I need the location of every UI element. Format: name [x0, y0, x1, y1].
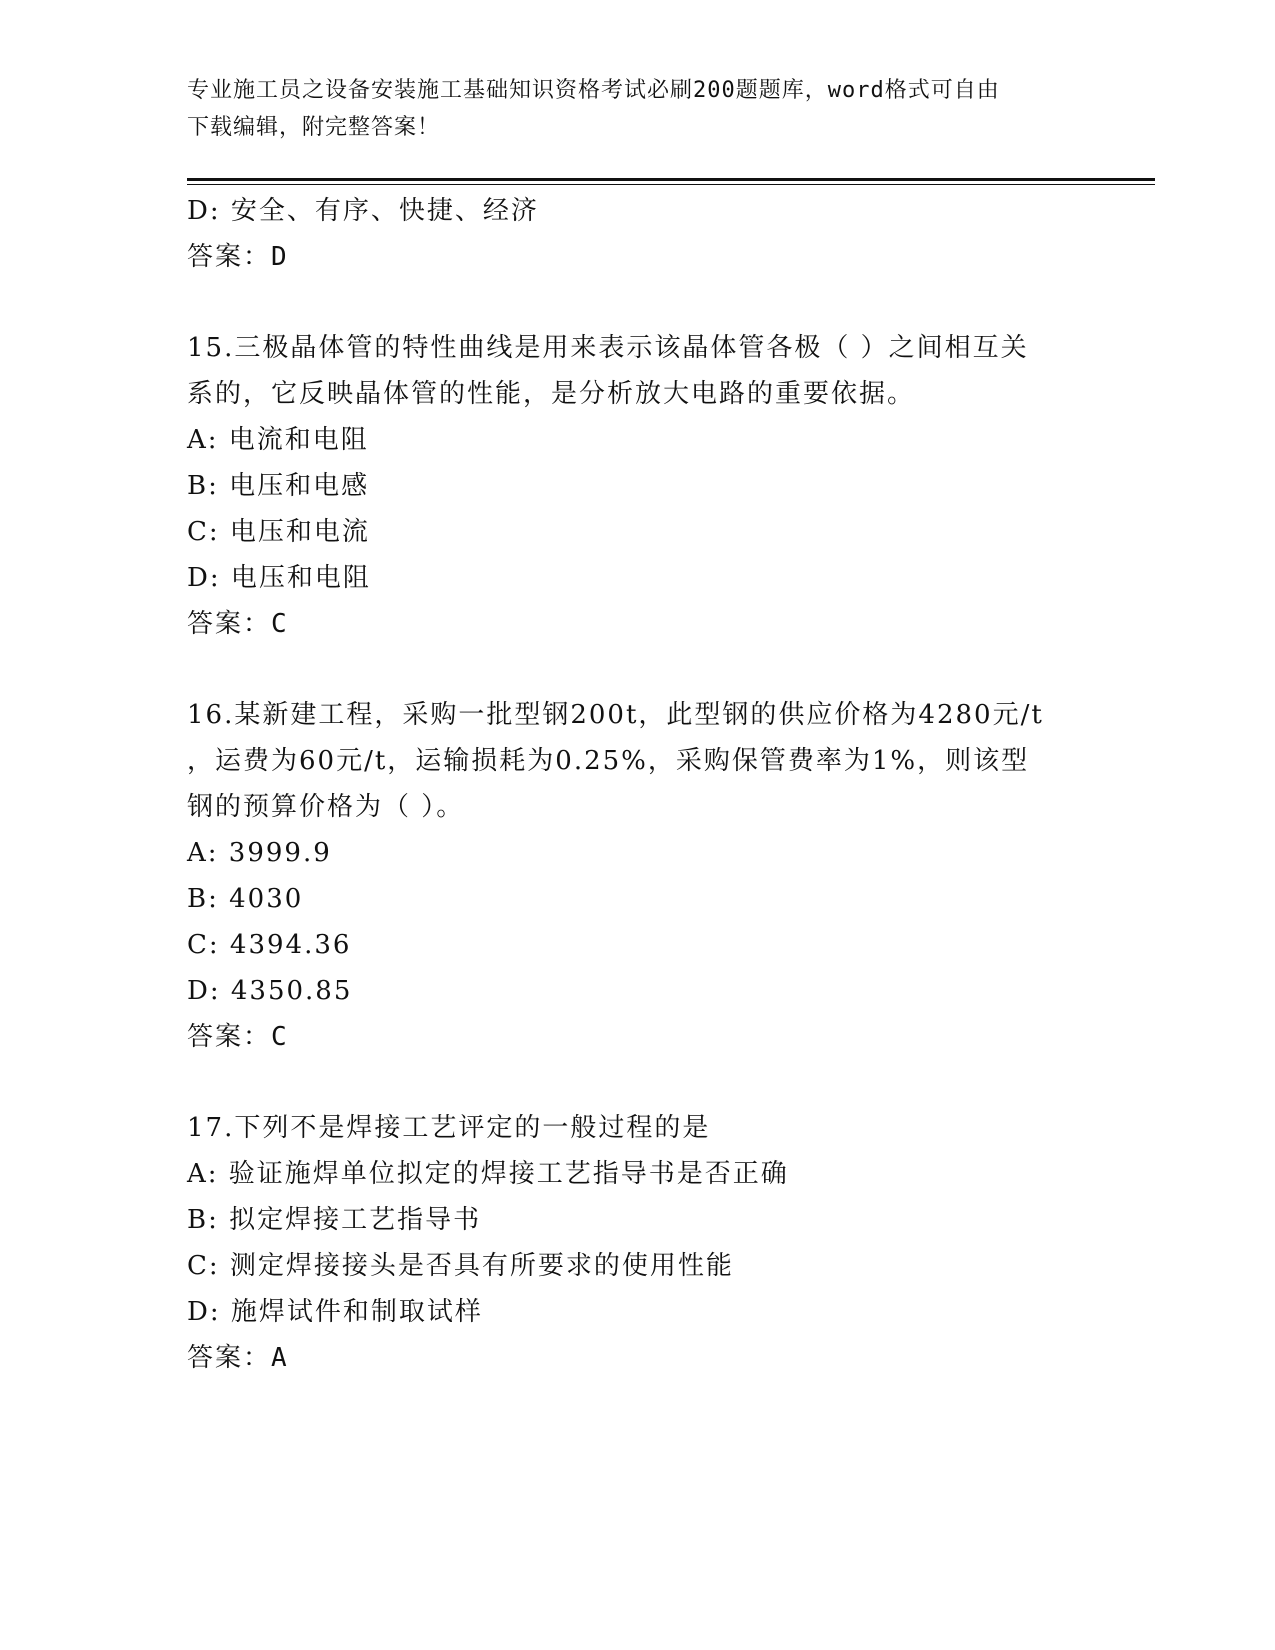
header-divider-thin — [187, 184, 1155, 185]
question-15 — [187, 325, 1087, 647]
question-stem-line: 15.三极晶体管的特性曲线是用来表示该晶体管各极（ ）之间相互关 — [187, 333, 1029, 363]
option-d: D: 施焊试件和制取试样 — [187, 1297, 483, 1327]
question-stem-line: 16.某新建工程，采购一批型钢200t，此型钢的供应价格为4280元/t — [187, 700, 1044, 730]
option-b: B: 电压和电感 — [187, 471, 370, 501]
option-a: A: 3999.9 — [187, 838, 332, 868]
option-c: C: 测定焊接接头是否具有所要求的使用性能 — [187, 1251, 734, 1281]
option-b: B: 4030 — [187, 884, 304, 914]
option-d: D: 4350.85 — [187, 976, 353, 1006]
option-d: D: 电压和电阻 — [187, 563, 371, 593]
spacer — [187, 647, 1087, 692]
document-header — [187, 72, 1087, 146]
header-divider-thick — [187, 178, 1155, 181]
question-14-tail — [187, 188, 1087, 280]
question-stem-line: 17.下列不是焊接工艺评定的一般过程的是 — [187, 1113, 711, 1143]
answer-line: 答案：A — [187, 1343, 289, 1373]
header-title-line-1: 专业施工员之设备安装施工基础知识资格考试必刷200题题库，word格式可自由 — [187, 78, 1000, 103]
option-c: C: 电压和电流 — [187, 517, 370, 547]
question-stem-line: 钢的预算价格为（ ）。 — [187, 792, 465, 822]
option-b: B: 拟定焊接工艺指导书 — [187, 1205, 482, 1235]
answer-line: 答案：C — [187, 1022, 289, 1052]
question-stem-line: ，运费为60元/t，运输损耗为0.25%，采购保管费率为1%，则该型 — [187, 746, 1030, 776]
header-title-line-2: 下载编辑，附完整答案！ — [187, 115, 441, 140]
spacer — [187, 1060, 1087, 1105]
question-stem-line: 系的，它反映晶体管的性能，是分析放大电路的重要依据。 — [187, 379, 916, 409]
option-a: A: 电流和电阻 — [187, 425, 369, 455]
option-a: A: 验证施焊单位拟定的焊接工艺指导书是否正确 — [187, 1159, 789, 1189]
question-content — [187, 188, 1087, 1381]
spacer — [187, 280, 1087, 325]
question-17 — [187, 1105, 1087, 1381]
option-c: C: 4394.36 — [187, 930, 352, 960]
option-d: D: 安全、有序、快捷、经济 — [187, 196, 539, 226]
answer-line: 答案：D — [187, 242, 289, 272]
question-16 — [187, 692, 1087, 1060]
answer-line: 答案：C — [187, 609, 289, 639]
